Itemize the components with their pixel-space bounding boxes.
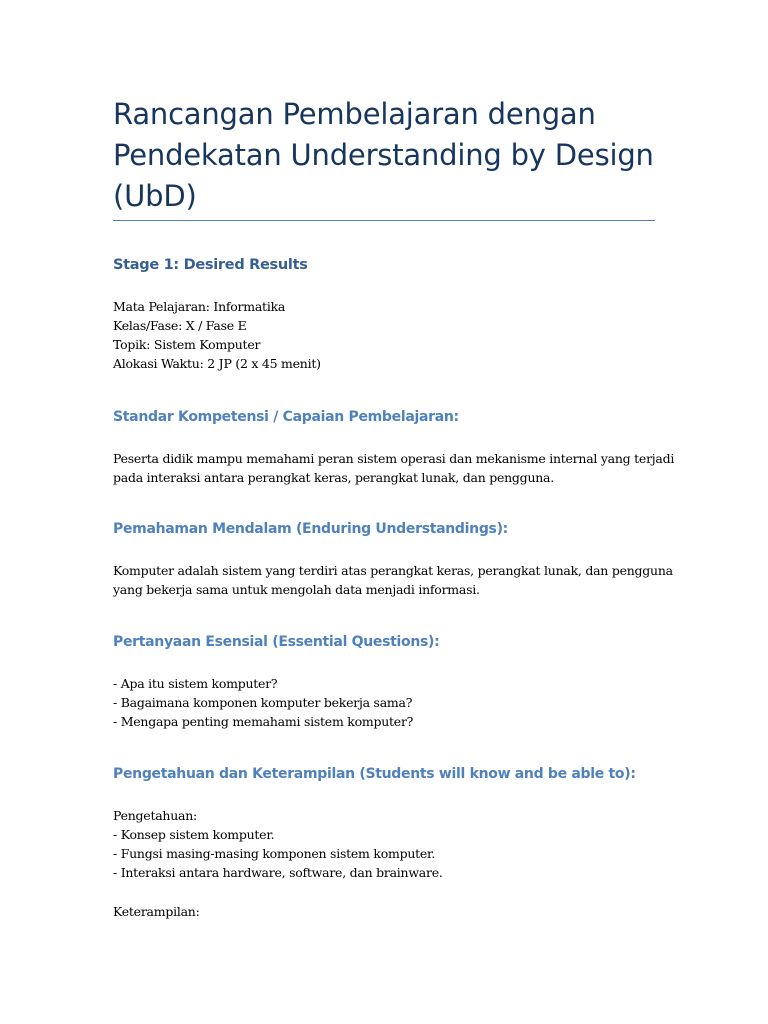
info-line-subject: Mata Pelajaran: Informatika [113, 299, 286, 314]
stage1-info-section [113, 297, 673, 373]
pertanyaan-body-section [113, 674, 673, 731]
paragraph-line: Komputer adalah sistem yang terdiri atas perangkat keras, perangkat lunak, dan pengguna [113, 563, 673, 578]
document-title [113, 94, 673, 217]
pertanyaan-heading-section [113, 632, 673, 652]
knowledge-item: - Interaksi antara hardware, software, dan brainware. [113, 865, 443, 880]
stage1-heading-section [113, 255, 673, 275]
pengetahuan-body-section [113, 806, 673, 882]
title-line: Rancangan Pembelajaran dengan [113, 97, 596, 131]
document-title-block [113, 94, 673, 217]
title-line: (UbD) [113, 179, 197, 213]
standar-heading: Standar Kompetensi / Capaian Pembelajaran: [113, 409, 459, 425]
standar-heading-section [113, 407, 673, 427]
standar-body-section [113, 449, 673, 487]
knowledge-list [113, 806, 673, 882]
title-underline-divider [113, 220, 655, 221]
pertanyaan-list [113, 674, 673, 731]
paragraph-line: yang bekerja sama untuk mengolah data menjadi informasi. [113, 582, 480, 597]
knowledge-item: - Konsep sistem komputer. [113, 827, 275, 842]
pemahaman-heading-section [113, 519, 673, 539]
pertanyaan-heading: Pertanyaan Esensial (Essential Questions): [113, 634, 440, 650]
question-item: - Mengapa penting memahami sistem komputer? [113, 714, 414, 729]
pemahaman-heading: Pemahaman Mendalam (Enduring Understandings): [113, 521, 508, 537]
question-item: - Apa itu sistem komputer? [113, 676, 278, 691]
title-line: Pendekatan Understanding by Design [113, 138, 654, 172]
info-line-time: Alokasi Waktu: 2 JP (2 x 45 menit) [113, 356, 321, 371]
paragraph-line: pada interaksi antara perangkat keras, perangkat lunak, dan pengguna. [113, 470, 554, 485]
info-line-class: Kelas/Fase: X / Fase E [113, 318, 247, 333]
knowledge-label: Pengetahuan: [113, 808, 197, 823]
pengetahuan-heading: Pengetahuan dan Keterampilan (Students will know and be able to): [113, 766, 636, 782]
course-info-paragraph [113, 297, 673, 373]
skills-label: Keterampilan: [113, 904, 200, 919]
info-line-topic: Topik: Sistem Komputer [113, 337, 261, 352]
knowledge-item: - Fungsi masing-masing komponen sistem komputer. [113, 846, 436, 861]
pemahaman-paragraph [113, 561, 673, 599]
skills-section [113, 902, 673, 921]
paragraph-line: Peserta didik mampu memahami peran sistem operasi dan mekanisme internal yang terjadi [113, 451, 675, 466]
question-item: - Bagaimana komponen komputer bekerja sama? [113, 695, 413, 710]
standar-paragraph [113, 449, 673, 487]
pemahaman-body-section [113, 561, 673, 599]
stage1-heading: Stage 1: Desired Results [113, 257, 308, 273]
pengetahuan-heading-section [113, 764, 673, 784]
